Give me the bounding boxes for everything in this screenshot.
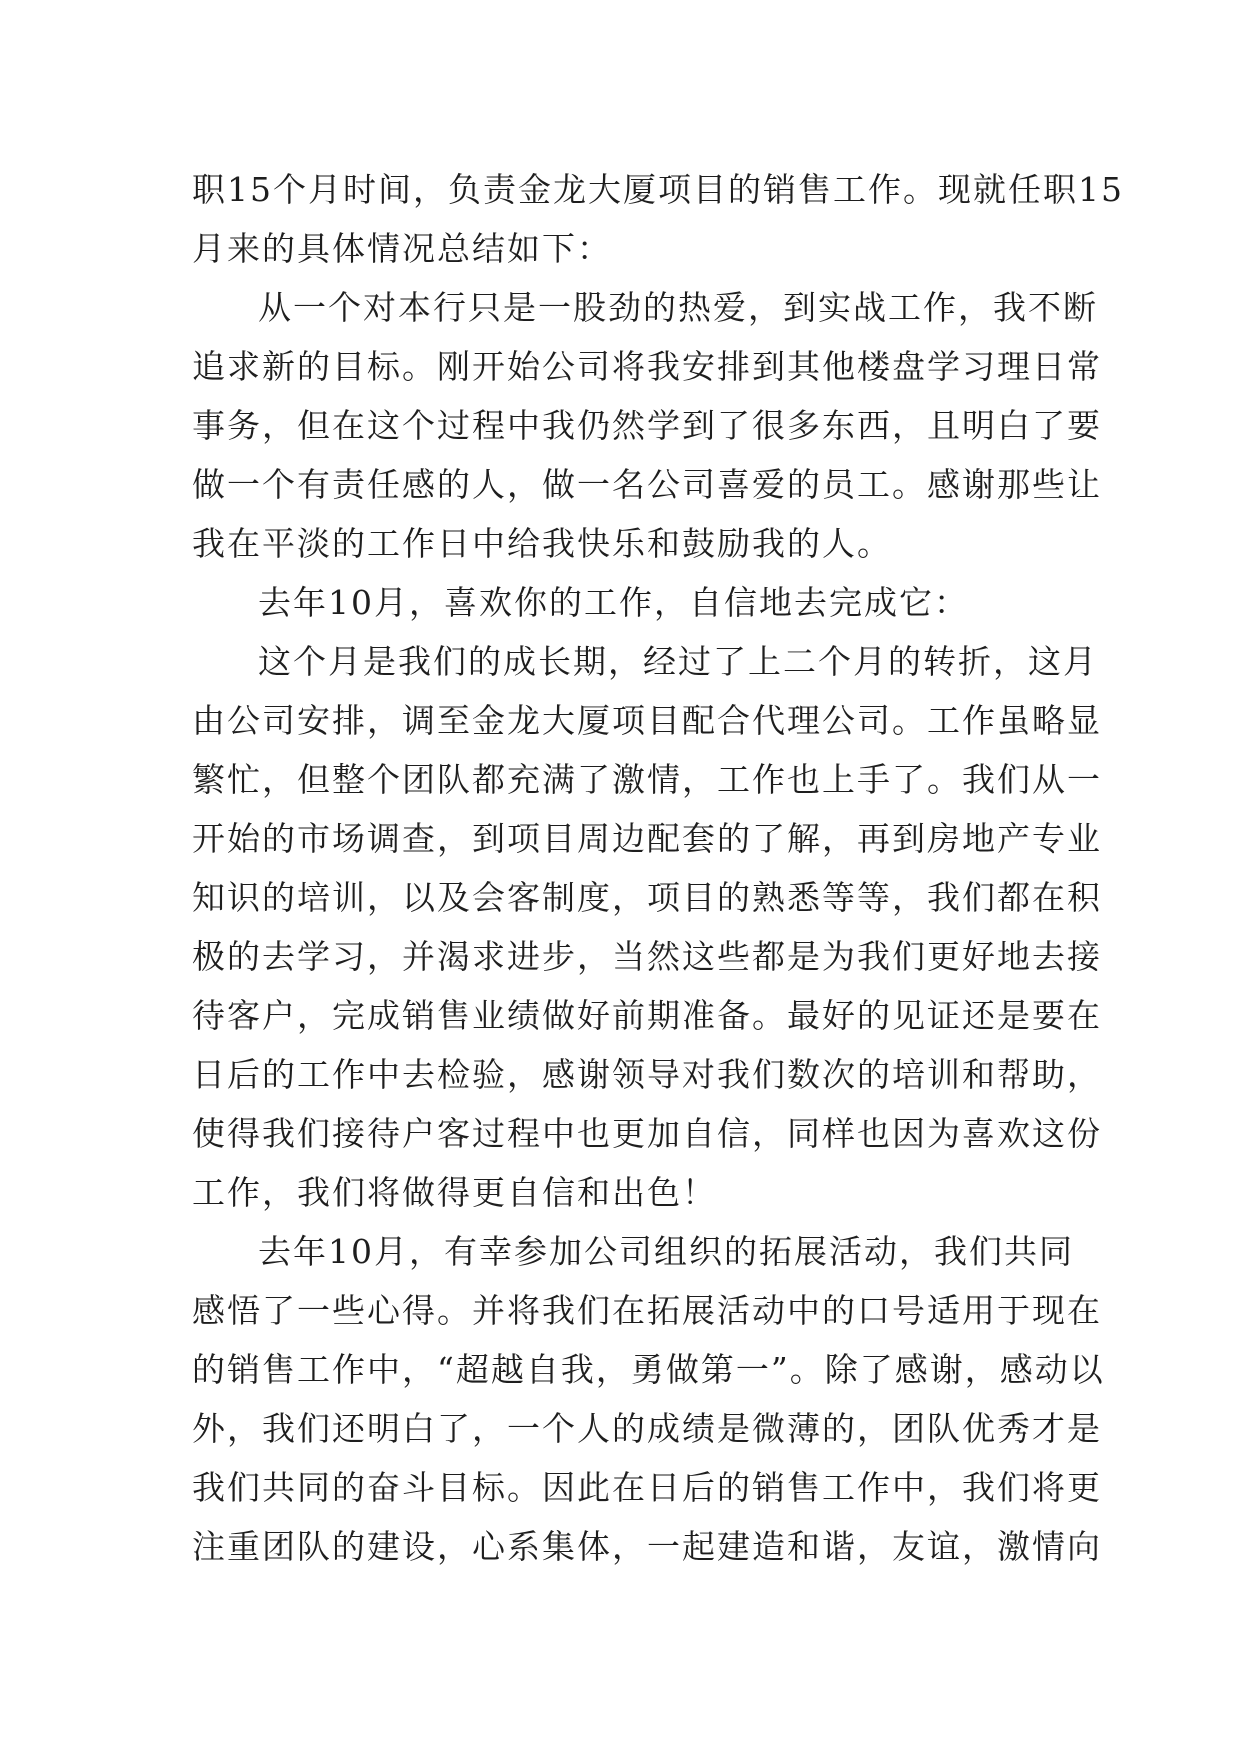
text-line: 由公司安排，调至金龙大厦项目配合代理公司。工作虽略显 [192, 701, 1102, 740]
text-line: 我在平淡的工作日中给我快乐和鼓励我的人。 [192, 524, 892, 563]
paragraph-start-line: 这个月是我们的成长期，经过了上二个月的转折，这月 [258, 642, 1098, 681]
text-line: 我们共同的奋斗目标。因此在日后的销售工作中，我们将更 [192, 1468, 1102, 1507]
text-line: 开始的市场调查，到项目周边配套的了解，再到房地产专业 [192, 819, 1102, 858]
text-line: 做一个有责任感的人，做一名公司喜爱的员工。感谢那些让 [192, 465, 1102, 504]
text-line: 月来的具体情况总结如下： [192, 229, 612, 268]
text-line: 外，我们还明白了，一个人的成绩是微薄的，团队优秀才是 [192, 1409, 1102, 1448]
text-line: 知识的培训，以及会客制度，项目的熟悉等等，我们都在积 [192, 878, 1102, 917]
text-line: 感悟了一些心得。并将我们在拓展活动中的口号适用于现在 [192, 1291, 1102, 1330]
text-line: 使得我们接待户客过程中也更加自信，同样也因为喜欢这份 [192, 1114, 1102, 1153]
text-line: 待客户，完成销售业绩做好前期准备。最好的见证还是要在 [192, 996, 1102, 1035]
text-line: 的销售工作中，“超越自我，勇做第一”。除了感谢，感动以 [192, 1350, 1105, 1389]
text-line: 追求新的目标。刚开始公司将我安排到其他楼盘学习理日常 [192, 347, 1102, 386]
paragraph-start-line: 去年10月，喜欢你的工作，自信地去完成它： [258, 583, 969, 622]
text-line: 职15个月时间，负责金龙大厦项目的销售工作。现就任职15 [192, 170, 1124, 209]
body-text [192, 160, 1124, 1576]
text-line: 日后的工作中去检验，感谢领导对我们数次的培训和帮助， [192, 1055, 1102, 1094]
paragraph-start-line: 去年10月，有幸参加公司组织的拓展活动，我们共同 [258, 1232, 1074, 1271]
text-line: 工作，我们将做得更自信和出色！ [192, 1173, 717, 1212]
text-line: 注重团队的建设，心系集体，一起建造和谐，友谊，激情向 [192, 1527, 1102, 1566]
paragraph-start-line: 从一个对本行只是一股劲的热爱，到实战工作，我不断 [258, 288, 1098, 327]
text-line: 极的去学习，并渴求进步，当然这些都是为我们更好地去接 [192, 937, 1102, 976]
text-line: 繁忙，但整个团队都充满了激情，工作也上手了。我们从一 [192, 760, 1102, 799]
text-line: 事务，但在这个过程中我仍然学到了很多东西，且明白了要 [192, 406, 1102, 445]
